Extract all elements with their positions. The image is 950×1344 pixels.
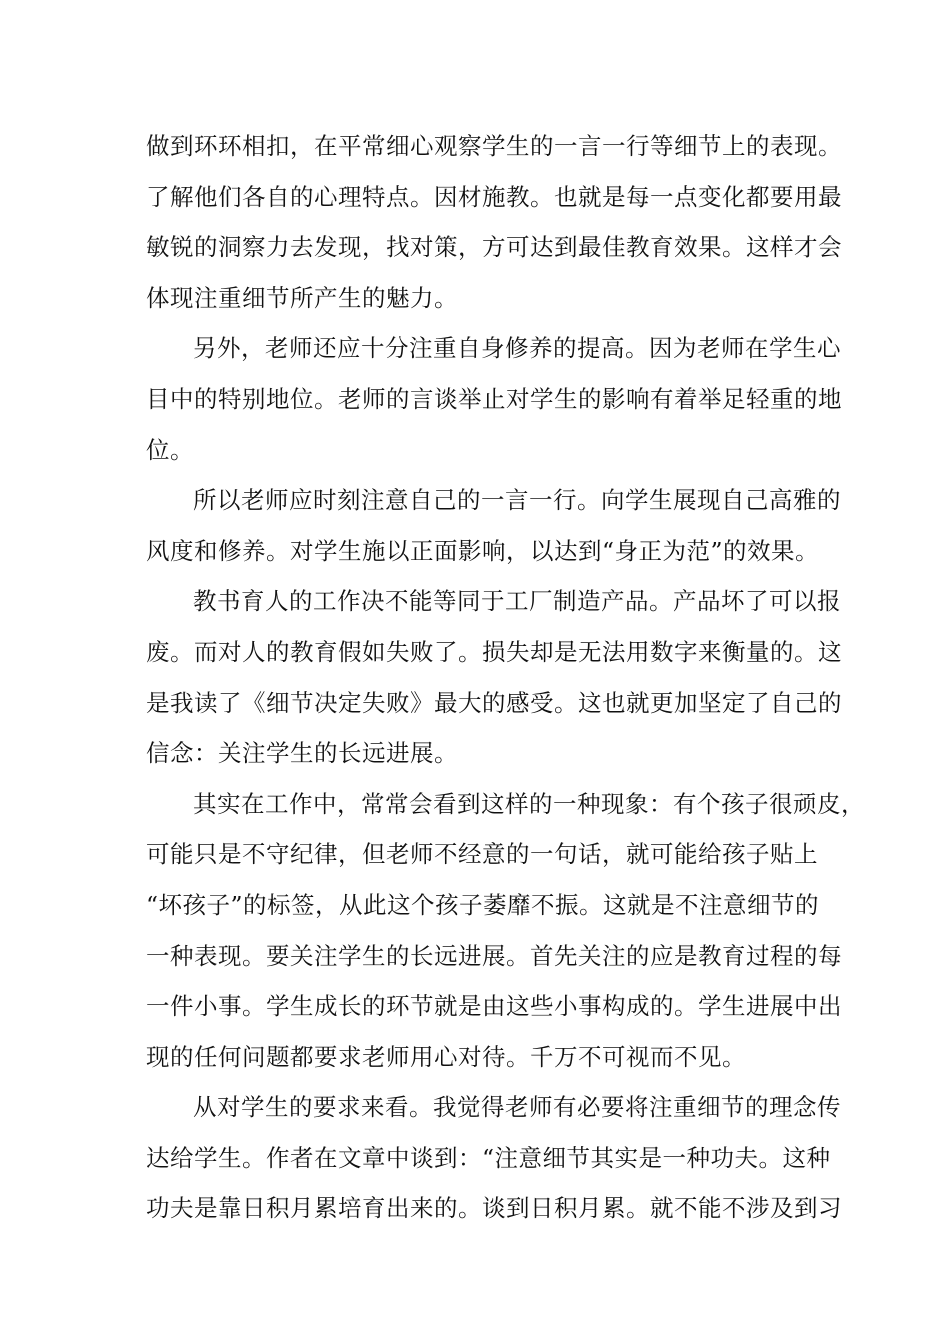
text-line: 达给学生。作者在文章中谈到：“注意细节其实是一种功夫。这种 [146,1143,831,1172]
text-line: 体现注重细节所产生的魅力。 [146,283,458,312]
text-line: 废。而对人的教育假如失败了。损失却是无法用数字来衡量的。这 [146,637,842,666]
paragraph-first-line: 教书育人的工作决不能等同于工厂制造产品。产品坏了可以报 [193,587,841,616]
paragraph-first-line: 另外，老师还应十分注重自身修养的提高。因为老师在学生心 [193,334,841,363]
body-text [146,128,865,1241]
text-line: 目中的特别地位。老师的言谈举止对学生的影响有着举足轻重的地 [146,384,842,413]
text-line: 位。 [146,435,194,464]
text-line: 一件小事。学生成长的环节就是由这些小事构成的。学生进展中出 [146,992,842,1021]
text-line: 风度和修养。对学生施以正面影响，以达到“身正为范”的效果。 [146,536,820,565]
text-line: 了解他们各自的心理特点。因材施教。也就是每一点变化都要用最 [146,182,842,211]
text-line: 信念：关注学生的长远进展。 [146,739,458,768]
text-line: 功夫是靠日积月累培育出来的。谈到日积月累。就不能不涉及到习 [146,1194,842,1223]
text-line: 是我读了《细节决定失败》最大的感受。这也就更加坚定了自己的 [146,688,842,717]
text-line: 可能只是不守纪律，但老师不经意的一句话，就可能给孩子贴上 [146,840,818,869]
paragraph-first-line: 从对学生的要求来看。我觉得老师有必要将注重细节的理念传 [193,1093,841,1122]
paragraph-first-line: 所以老师应时刻注意自己的一言一行。向学生展现自己高雅的 [193,486,841,515]
text-line: “坏孩子”的标签，从此这个孩子萎靡不振。这就是不注意细节的 [146,890,820,919]
text-line: 敏锐的洞察力去发现，找对策，方可达到最佳教育效果。这样才会 [146,233,842,262]
text-line: 现的任何问题都要求老师用心对待。千万不可视而不见。 [146,1042,746,1071]
text-line: 一种表现。要关注学生的长远进展。首先关注的应是教育过程的每 [146,941,842,970]
text-line: 做到环环相扣，在平常细心观察学生的一言一行等细节上的表现。 [146,132,842,160]
paragraph-first-line: 其实在工作中，常常会看到这样的一种现象：有个孩子很顽皮， [193,789,865,818]
